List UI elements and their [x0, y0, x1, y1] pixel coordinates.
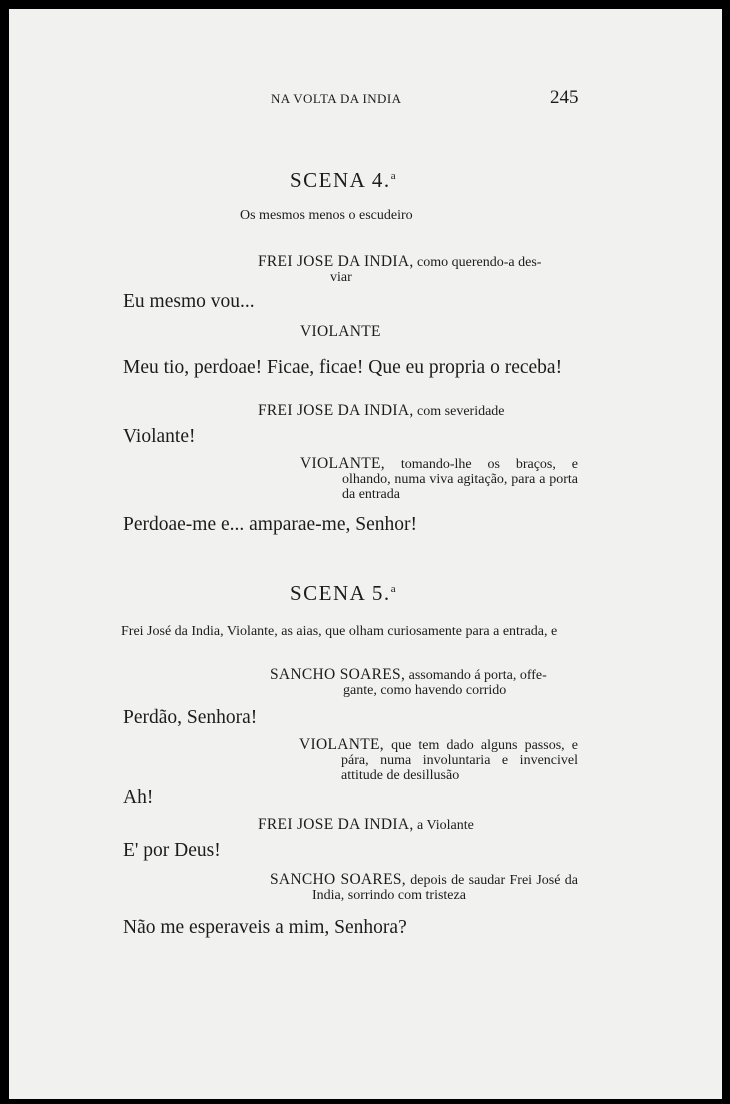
stage-direction: [258, 817, 474, 833]
speaker-name: SANCHO SOARES,: [270, 871, 406, 888]
direction-text: depois de saudar Frei José da India, sorrindo com tristeza: [312, 873, 578, 903]
dialogue-line: Perdoae-me e... amparae-me, Senhor!: [123, 514, 417, 535]
scene-5-cast: Frei José da India, Violante, as aias, que olham curiosamente para a entrada, e: [121, 624, 558, 639]
direction-text: como querendo-a des-: [417, 255, 542, 270]
direction-text: tomando-lhe os braços, e olhando, numa viva agitação, para a porta da entrada: [342, 457, 578, 502]
dialogue-line: E' por Deus!: [123, 840, 221, 861]
scene-4-title-sup: a: [390, 170, 398, 182]
dialogue-line: Ah!: [123, 787, 154, 808]
stage-direction: [270, 872, 578, 903]
scene-4-cast: Os mesmos menos o escudeiro: [240, 208, 413, 223]
scene-5-title: [290, 581, 397, 606]
dialogue-line: Perdão, Senhora!: [123, 707, 258, 728]
dialogue-line: Não me esperaveis a mim, Senhora?: [123, 917, 407, 938]
direction-text: com severidade: [417, 404, 505, 419]
direction-continuation: viar: [330, 270, 352, 285]
direction-text: que tem dado alguns passos, e pára, numa involuntaria e invencivel attitude de desillusão: [341, 738, 578, 783]
stage-direction: [300, 456, 578, 502]
stage-direction: [258, 254, 578, 270]
stage-direction: [258, 403, 505, 419]
speaker-name: VIOLANTE: [300, 323, 381, 340]
speaker-name: FREI JOSE DA INDIA,: [258, 253, 414, 270]
direction-text: assomando á porta, offe-: [408, 668, 547, 683]
speaker-name: VIOLANTE,: [300, 455, 385, 472]
stage-direction: [270, 667, 547, 683]
speaker-name: SANCHO SOARES,: [270, 666, 406, 683]
scene-4-title-text: SCENA 4.: [290, 168, 391, 192]
speaker-name: FREI JOSE DA INDIA,: [258, 402, 414, 419]
scene-5-title-sup: a: [390, 583, 398, 595]
dialogue-line: Eu mesmo vou...: [123, 291, 255, 312]
scene-5-title-text: SCENA 5.: [290, 581, 391, 605]
speaker-name: VIOLANTE,: [299, 736, 384, 753]
running-title: NA VOLTA DA INDIA: [271, 91, 402, 106]
stage-direction: [299, 737, 578, 783]
dialogue-line: Violante!: [123, 426, 196, 447]
direction-text: a Violante: [417, 818, 474, 833]
direction-continuation: gante, como havendo corrido: [343, 683, 507, 698]
page-number: 245: [550, 87, 579, 108]
scene-4-title: [290, 168, 397, 193]
dialogue-line: Meu tio, perdoae! Ficae, ficae! Que eu propria o receba!: [123, 357, 563, 378]
speaker-name: FREI JOSE DA INDIA,: [258, 816, 414, 833]
